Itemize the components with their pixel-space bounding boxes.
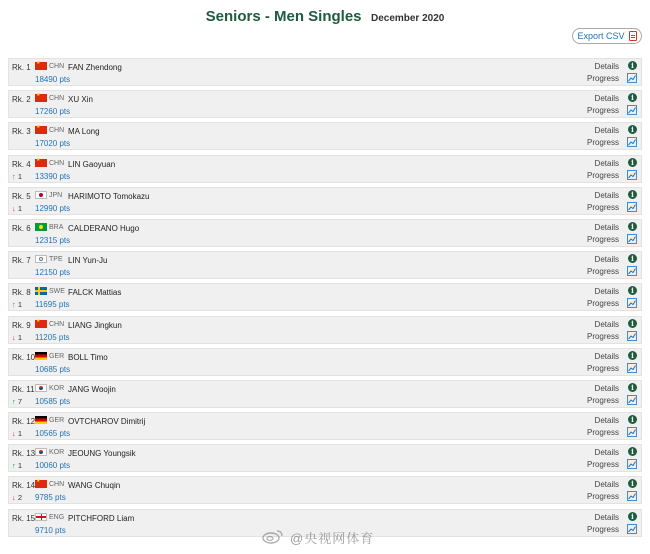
progress-link[interactable]: Progress [586,331,619,341]
chn-flag-icon [35,320,47,328]
table-row [8,155,642,183]
progress-link[interactable]: Progress [586,267,619,277]
details-link[interactable]: Details [594,158,619,168]
progress-chart-icon[interactable] [627,170,637,180]
player-points: 10585 pts [35,396,71,406]
table-row [8,122,642,150]
table-row [8,187,642,215]
rank-label: Rk. 6 [12,223,31,233]
player-name[interactable]: OVTCHAROV Dimitrij [68,417,146,427]
player-points: 12990 pts [35,203,71,213]
info-icon[interactable]: i [628,222,637,231]
csv-file-icon [629,31,637,41]
progress-link[interactable]: Progress [586,106,619,116]
player-name[interactable]: FAN Zhendong [68,63,122,72]
info-icon[interactable]: i [628,351,637,360]
progress-link[interactable]: Progress [586,299,619,309]
player-name[interactable]: HARIMOTO Tomokazu [68,191,150,201]
country-code: GER [49,417,65,425]
table-row [8,251,642,279]
country-code: CHN [49,481,65,489]
country-code: KOR [49,384,65,392]
player-name[interactable]: LIN Yun-Ju [68,256,108,266]
bra-flag-icon [35,223,47,231]
page-header [0,8,650,26]
info-icon[interactable]: i [628,190,637,199]
country-code: TPE [49,256,63,264]
details-link[interactable]: Details [594,62,619,71]
progress-link[interactable]: Progress [586,492,619,502]
player-points: 9785 pts [35,493,66,503]
player-points: 11205 pts [35,332,70,342]
jpn-flag-icon [35,191,47,199]
player-points: 12150 pts [35,268,71,278]
details-link[interactable]: Details [594,94,619,104]
rank-change [12,461,22,470]
progress-link[interactable]: Progress [586,460,619,470]
info-icon[interactable]: i [628,61,637,70]
rank-change-value: 1 [17,332,23,342]
details-link[interactable]: Details [594,319,619,329]
eng-flag-icon [35,513,47,521]
watermark-text: @央视网体育 [290,531,375,546]
progress-chart-icon[interactable] [627,459,637,469]
rank-label: Rk. 11 [12,384,35,394]
details-link[interactable]: Details [594,351,619,361]
arrow-up-icon: ↑ [12,396,16,406]
table-row [8,444,642,472]
player-name[interactable]: PITCHFORD Liam [68,513,135,523]
player-points: 17260 pts [35,107,71,117]
progress-link[interactable]: Progress [586,170,619,180]
progress-chart-icon[interactable] [627,105,637,115]
weibo-icon [262,528,284,544]
rank-change [12,429,22,438]
swe-flag-icon [35,287,47,295]
info-icon[interactable]: i [628,158,637,167]
arrow-up-icon: ↑ [12,300,16,310]
info-icon[interactable]: i [628,512,637,521]
page-subtitle: December 2020 [370,13,445,24]
arrow-up-icon: ↑ [12,461,16,471]
player-name[interactable]: BOLL Timo [68,352,108,362]
details-link[interactable]: Details [594,222,619,232]
progress-chart-icon[interactable] [627,202,637,212]
player-name[interactable]: LIN Gaoyuan [68,159,116,169]
kor-flag-icon [35,448,47,456]
info-icon[interactable]: i [628,254,637,263]
player-name[interactable]: MA Long [68,127,100,137]
export-csv-label: Export CSV [577,31,625,41]
details-link[interactable]: Details [594,416,619,426]
progress-link[interactable]: Progress [586,395,619,405]
country-code: CHN [49,127,65,135]
progress-chart-icon[interactable] [627,73,637,83]
info-icon[interactable]: i [628,479,637,488]
rank-change-value: 1 [17,300,23,310]
progress-link[interactable]: Progress [586,428,619,438]
table-row [8,90,642,118]
details-link[interactable]: Details [594,448,619,458]
country-code: CHN [49,63,65,70]
ranking-list [8,58,642,541]
rank-change [12,493,22,502]
rank-change-value: 2 [17,493,23,503]
country-code: CHN [49,95,65,103]
player-name[interactable]: WANG Chuqin [68,481,121,491]
player-points: 13390 pts [35,171,71,181]
details-link[interactable]: Details [594,480,619,490]
player-points: 11695 pts [35,300,70,310]
rank-label: Rk. 2 [12,95,31,105]
progress-link[interactable]: Progress [586,202,619,212]
player-points: 18490 pts [35,75,71,84]
player-name[interactable]: FALCK Mattias [68,288,122,298]
progress-link[interactable]: Progress [586,74,619,83]
arrow-down-icon: ↓ [12,429,16,439]
info-icon[interactable]: i [628,319,637,328]
rank-label: Rk. 5 [12,191,31,201]
arrow-down-icon: ↓ [12,493,16,503]
info-icon[interactable]: i [628,93,637,102]
arrow-down-icon: ↓ [12,332,16,342]
info-icon[interactable]: i [628,125,637,134]
progress-chart-icon[interactable] [627,363,637,373]
progress-chart-icon[interactable] [627,427,637,437]
country-code: CHN [49,320,65,328]
rank-change [12,204,22,213]
player-points: 12315 pts [35,235,71,245]
player-points: 10060 pts [35,461,71,471]
progress-link[interactable]: Progress [586,234,619,244]
player-name[interactable]: LIANG Jingkun [68,320,122,330]
player-name[interactable]: CALDERANO Hugo [68,223,140,233]
country-code: GER [49,352,65,360]
rank-change-value: 7 [17,396,23,406]
table-row [8,283,642,311]
rank-label: Rk. 3 [12,127,31,137]
info-icon[interactable]: i [628,415,637,424]
progress-chart-icon[interactable] [627,491,637,501]
table-row [8,476,642,504]
details-link[interactable]: Details [594,287,619,297]
table-row [8,348,642,376]
tpe-flag-icon [35,255,47,263]
progress-link[interactable]: Progress [586,138,619,148]
player-name[interactable]: JANG Woojin [68,384,116,394]
info-icon[interactable]: i [628,286,637,295]
rank-label: Rk. 8 [12,288,31,298]
details-link[interactable]: Details [594,126,619,136]
ger-flag-icon [35,416,47,424]
rank-label: Rk. 4 [12,159,31,169]
rank-label: Rk. 9 [12,320,31,330]
info-icon[interactable]: i [628,383,637,392]
rank-label: Rk. 15 [12,513,36,523]
country-code: CHN [49,159,65,167]
page-title: Seniors - Men Singles [205,8,362,25]
chn-flag-icon [35,62,47,70]
table-row [8,58,642,86]
chn-flag-icon [35,159,47,167]
progress-chart-icon[interactable] [627,395,637,405]
info-icon[interactable]: i [628,447,637,456]
player-points: 10685 pts [35,364,71,374]
progress-link[interactable]: Progress [586,524,619,534]
progress-chart-icon[interactable] [627,331,637,341]
progress-link[interactable]: Progress [586,363,619,373]
arrow-down-icon: ↓ [12,203,16,213]
rank-change-value: 1 [17,171,23,181]
table-row [8,412,642,440]
export-csv-button[interactable] [572,28,642,44]
rank-label: Rk. 12 [12,417,36,427]
kor-flag-icon [35,384,47,392]
rank-change [12,333,22,342]
progress-chart-icon[interactable] [627,524,637,534]
country-code: BRA [49,223,64,231]
player-points: 10565 pts [35,429,71,439]
player-name[interactable]: JEOUNG Youngsik [68,449,136,459]
progress-chart-icon[interactable] [627,298,637,308]
rank-label: Rk. 13 [12,449,36,459]
chn-flag-icon [35,94,47,102]
ger-flag-icon [35,352,47,360]
country-code: KOR [49,449,65,457]
progress-chart-icon[interactable] [627,234,637,244]
rank-change [12,397,22,406]
arrow-up-icon: ↑ [12,171,16,181]
table-row [8,380,642,408]
rank-label: Rk. 14 [12,481,36,491]
rank-change-value: 1 [17,203,23,213]
rank-label: Rk. 1 [12,63,31,72]
rank-change-value: 1 [17,461,23,471]
chn-flag-icon [35,480,47,488]
details-link[interactable]: Details [594,190,619,200]
chn-flag-icon [35,126,47,134]
table-row [8,316,642,344]
details-link[interactable]: Details [594,255,619,265]
rank-change [12,172,22,181]
details-link[interactable]: Details [594,512,619,522]
rank-change [12,300,22,309]
rank-label: Rk. 10 [12,352,36,362]
progress-chart-icon[interactable] [627,137,637,147]
player-points: 9710 pts [35,525,66,535]
country-code: ENG [49,513,65,521]
player-name[interactable]: XU Xin [68,95,93,105]
country-code: SWE [49,288,65,296]
rank-label: Rk. 7 [12,256,31,266]
rank-change-value: 1 [17,429,23,439]
progress-chart-icon[interactable] [627,266,637,276]
player-points: 17020 pts [35,139,71,149]
details-link[interactable]: Details [594,383,619,393]
country-code: JPN [49,191,63,199]
table-row [8,219,642,247]
